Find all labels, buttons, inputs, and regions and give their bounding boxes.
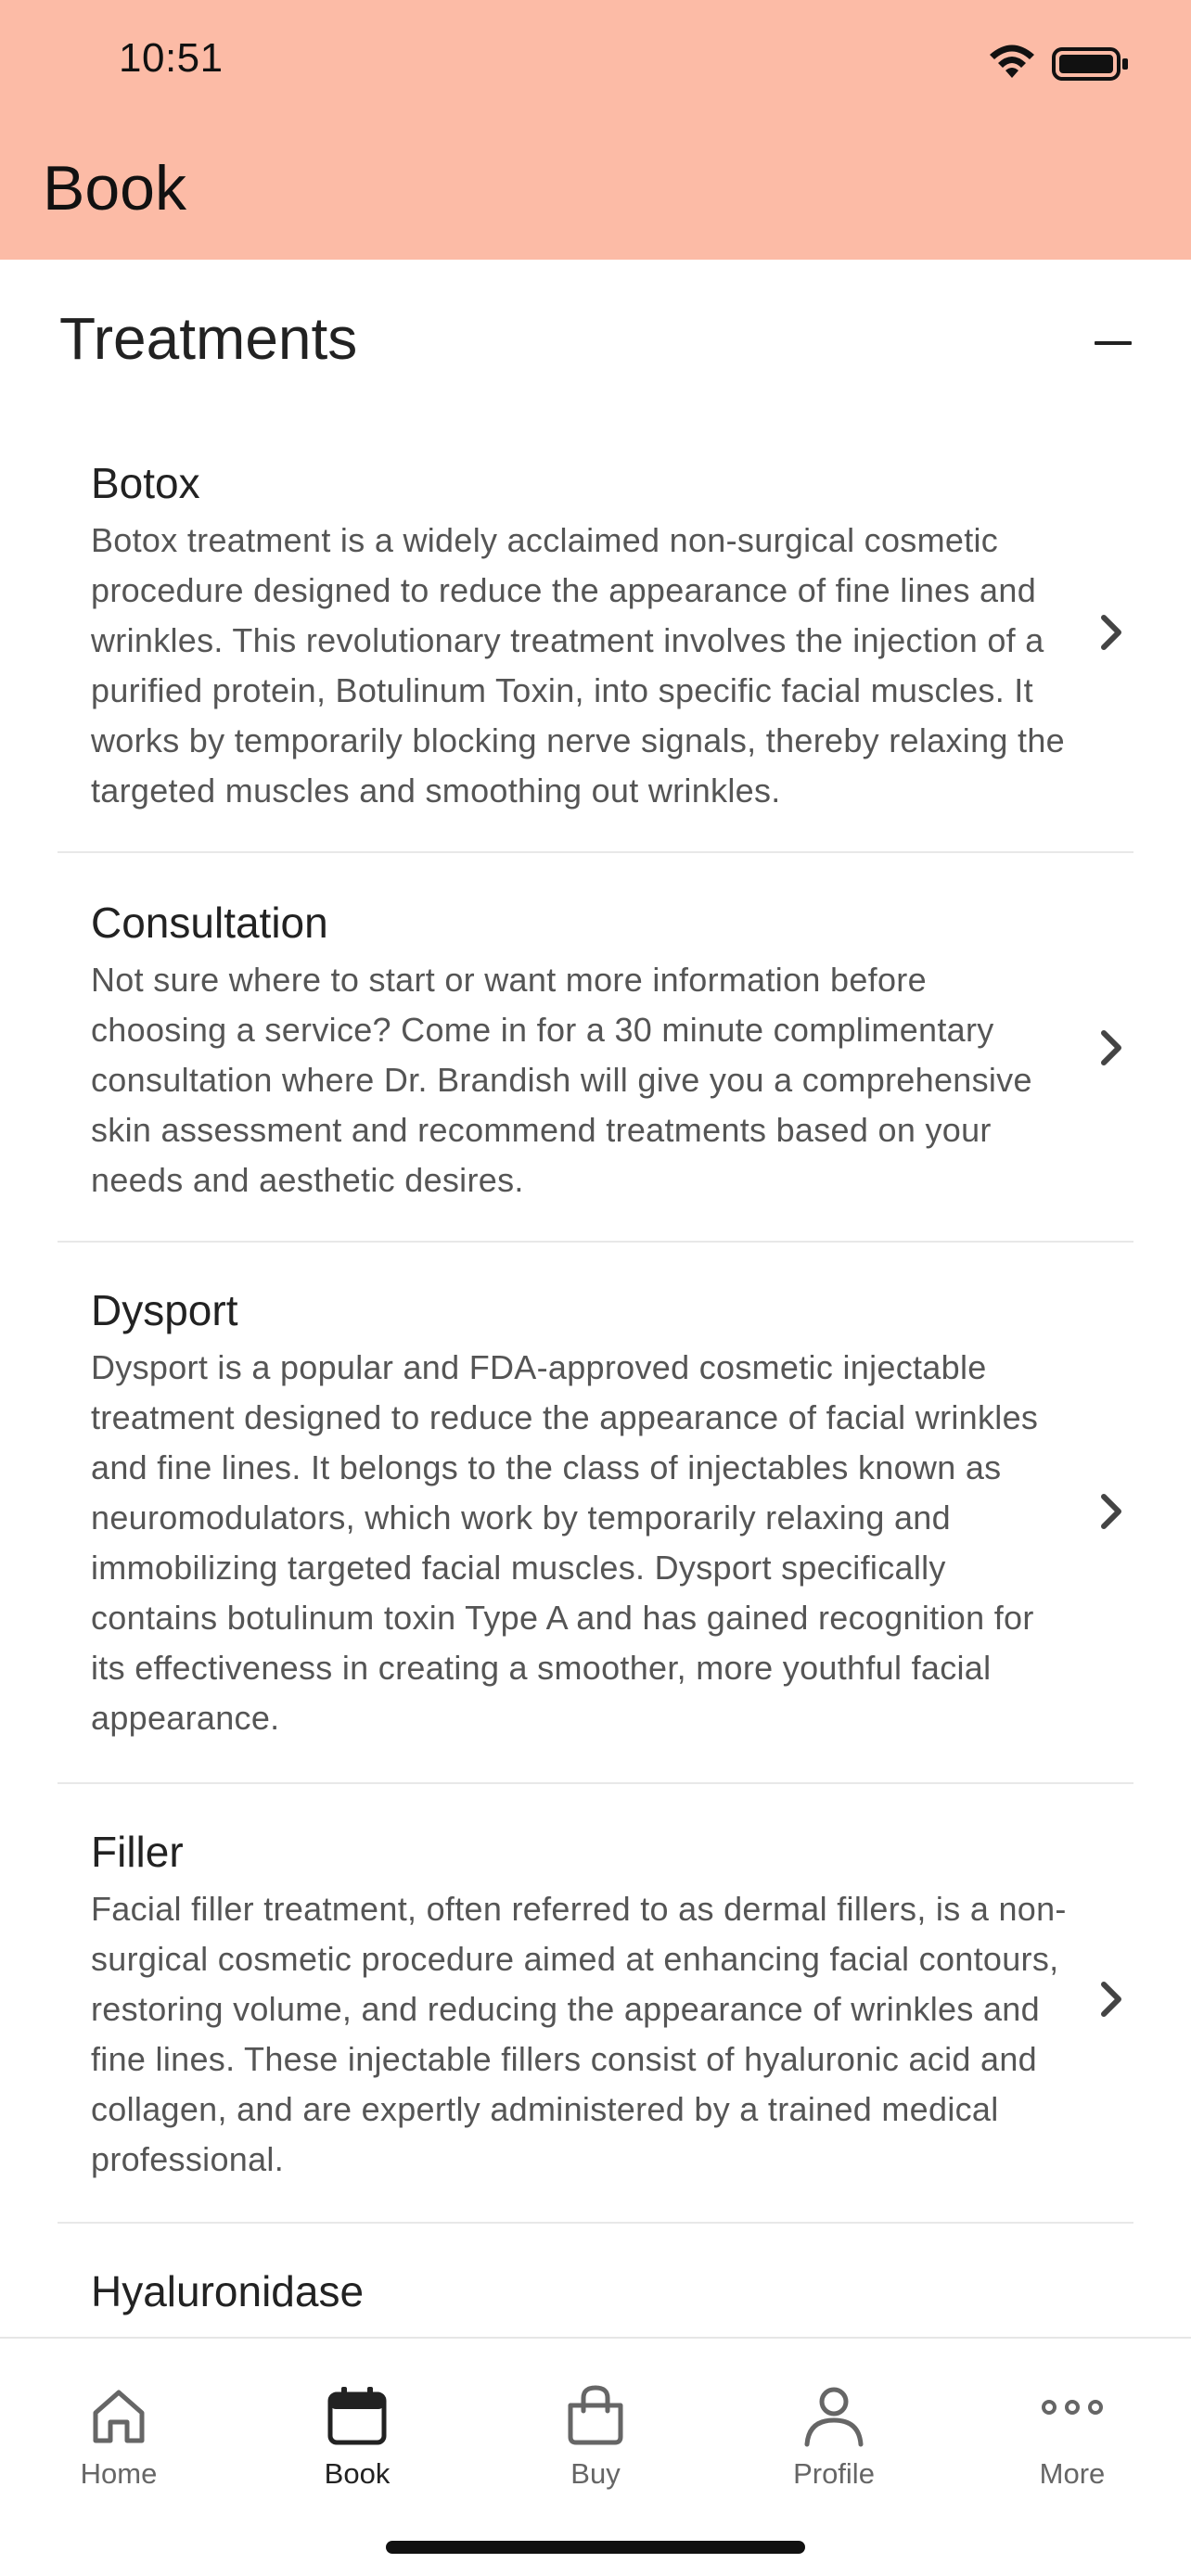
chevron-right-icon: [1096, 612, 1128, 653]
home-icon: [86, 2383, 151, 2448]
tab-label: Profile: [793, 2457, 875, 2490]
app-header: [0, 0, 1191, 260]
tab-book[interactable]: [264, 2357, 450, 2496]
home-indicator: [386, 2541, 805, 2554]
calendar-icon: [325, 2383, 390, 2448]
wifi-icon: [987, 45, 1037, 82]
treatment-item-dysport[interactable]: [58, 1243, 1133, 1784]
treatment-title: Filler: [91, 1828, 184, 1876]
minus-icon: [1095, 341, 1132, 345]
section-title: Treatments: [59, 305, 358, 372]
battery-icon: [1052, 46, 1130, 82]
treatment-item-consultation[interactable]: [58, 853, 1133, 1243]
chevron-right-icon: [1096, 1491, 1128, 1532]
treatment-title: Dysport: [91, 1286, 238, 1334]
tab-label: Home: [80, 2457, 158, 2490]
treatment-title: Consultation: [91, 899, 328, 947]
treatment-title: Botox: [91, 459, 200, 507]
treatment-description: Dysport is a popular and FDA-approved cosmetic injectable treatment designed to reduce the appearance of facial wrinkles and fine lines. It belongs to the class of injectables known as neuromodulators, which work by temporarily relaxing and immobilizing targeted facial muscles. Dysport specifically contains botulinum toxin Type A and has gained recognition for its effectiveness in creating a smoother, more youthful facial appearance.: [91, 1348, 1039, 1737]
treatments-list: [0, 427, 1191, 2409]
treatment-description: Not sure where to start or want more information before choosing a service? Come in for a 30 minute complimentary consultation where Dr. Brandish will give you a comprehensive skin assessment and recommend treatments based on your needs and aesthetic desires.: [91, 961, 1032, 1199]
treatment-description: Botox treatment is a widely acclaimed non-surgical cosmetic procedure designed to reduce the appearance of fine lines and wrinkles. This revolutionary treatment involves the injection of a purified protein, Botulinum Toxin, into specific facial muscles. It works by temporarily blocking nerve signals, thereby relaxing the targeted muscles and smoothing out wrinkles.: [91, 521, 1065, 810]
shopping-bag-icon: [563, 2383, 628, 2448]
treatment-item-botox[interactable]: [58, 427, 1133, 853]
chevron-right-icon: [1096, 1027, 1128, 1068]
page-title: Book: [43, 153, 186, 223]
tab-home[interactable]: [26, 2357, 211, 2496]
tab-label: Buy: [570, 2457, 621, 2490]
chevron-right-icon: [1096, 1979, 1128, 2020]
more-dots-icon: [1040, 2383, 1105, 2448]
person-icon: [801, 2383, 866, 2448]
status-time: 10:51: [119, 35, 224, 81]
tab-label: Book: [324, 2457, 391, 2490]
tab-profile[interactable]: [741, 2357, 927, 2496]
tab-more[interactable]: [980, 2357, 1165, 2496]
tab-label: More: [1039, 2457, 1106, 2490]
treatment-title: Hyaluronidase: [91, 2267, 365, 2315]
treatment-description: Facial filler treatment, often referred to as dermal fillers, is a non- surgical cosmetic procedure aimed at enhancing facial contours, restoring volume, and reducing the appearance of wrinkles and fine lines. These injectable fillers consist of hyaluronic acid and collagen, and are expertly administered by a trained medical professional.: [91, 1890, 1067, 2178]
tab-buy[interactable]: [503, 2357, 688, 2496]
treatment-item-filler[interactable]: [58, 1784, 1133, 2224]
collapse-button[interactable]: [1076, 306, 1150, 380]
